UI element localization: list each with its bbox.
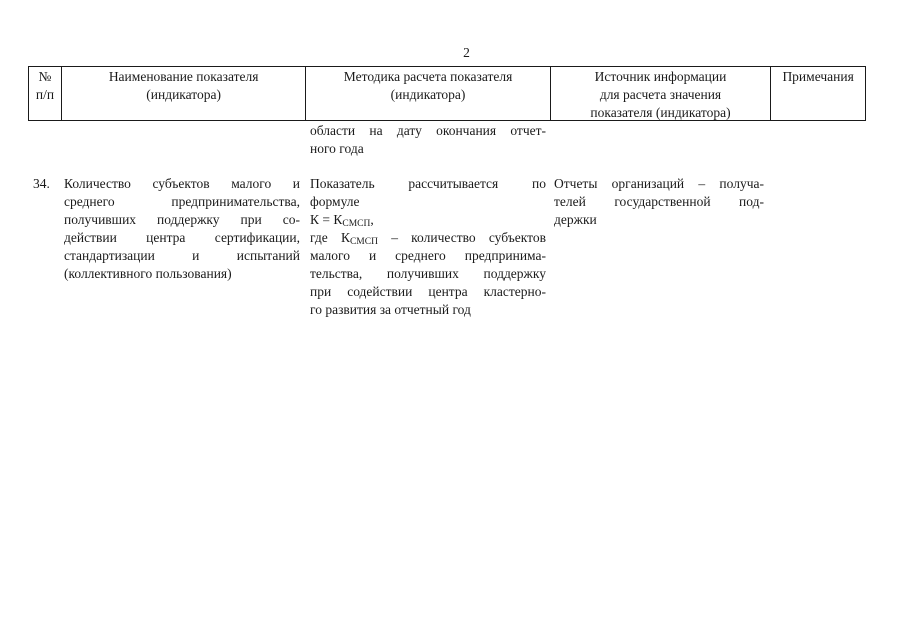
definition-rest: – количество субъектов xyxy=(377,230,546,245)
formula-definition xyxy=(310,229,546,247)
calculation-method xyxy=(310,175,546,319)
header-text: Наименование показателя xyxy=(108,69,259,84)
header-text: для расчета значения xyxy=(599,87,722,102)
text-line: телей государственной под- xyxy=(554,194,764,209)
text-line: среднего предпринимательства, xyxy=(64,194,300,209)
text-line: стандартизации и испытаний xyxy=(64,248,300,263)
definition-subscript: СМСП xyxy=(349,237,378,247)
text-line: (коллективного пользования) xyxy=(64,266,232,281)
text-line: го развития за отчетный год xyxy=(310,302,471,317)
header-text: п/п xyxy=(35,87,55,102)
definition-prefix: где К xyxy=(310,230,350,245)
text-line: держки xyxy=(554,212,597,227)
header-text: (индикатора) xyxy=(390,87,466,102)
text-line: получивших поддержку при со- xyxy=(64,212,300,227)
header-text: (индикатора) xyxy=(146,87,221,102)
header-text: Источник информации xyxy=(594,69,727,84)
header-number-column xyxy=(29,67,62,120)
text-line: формуле xyxy=(310,194,360,209)
formula xyxy=(310,211,546,229)
header-method-column xyxy=(306,67,550,120)
header-text: показателя (индикатора) xyxy=(590,105,731,120)
header-notes-column xyxy=(771,67,865,120)
formula-tail: , xyxy=(370,212,374,227)
formula-subscript: СМСП xyxy=(342,219,371,229)
header-text: № xyxy=(38,69,52,84)
formula-lhs: К = К xyxy=(310,212,343,227)
text-line: действии центра сертификации, xyxy=(64,230,300,245)
text-line: области на дату окончания отчет- xyxy=(310,123,546,138)
header-text: Примечания xyxy=(782,69,854,84)
text-line: малого и среднего предпринима- xyxy=(310,248,546,263)
text-line: при содействии центра кластерно- xyxy=(310,284,546,299)
method-continuation xyxy=(310,122,546,158)
text-line: тельства, получивших поддержку xyxy=(310,266,546,281)
row-number: 34. xyxy=(33,176,50,191)
header-name-column xyxy=(62,67,306,120)
text-line: Количество субъектов малого и xyxy=(64,176,300,191)
header-text: Методика расчета показателя xyxy=(343,69,513,84)
page-number: 2 xyxy=(463,45,470,60)
indicator-name xyxy=(64,175,300,283)
text-line: Отчеты организаций – получа- xyxy=(554,176,764,191)
table-header xyxy=(28,66,866,121)
text-line: ного года xyxy=(310,141,364,156)
information-source xyxy=(554,175,764,229)
text-line: Показатель рассчитывается по xyxy=(310,176,546,191)
header-source-column xyxy=(551,67,771,120)
